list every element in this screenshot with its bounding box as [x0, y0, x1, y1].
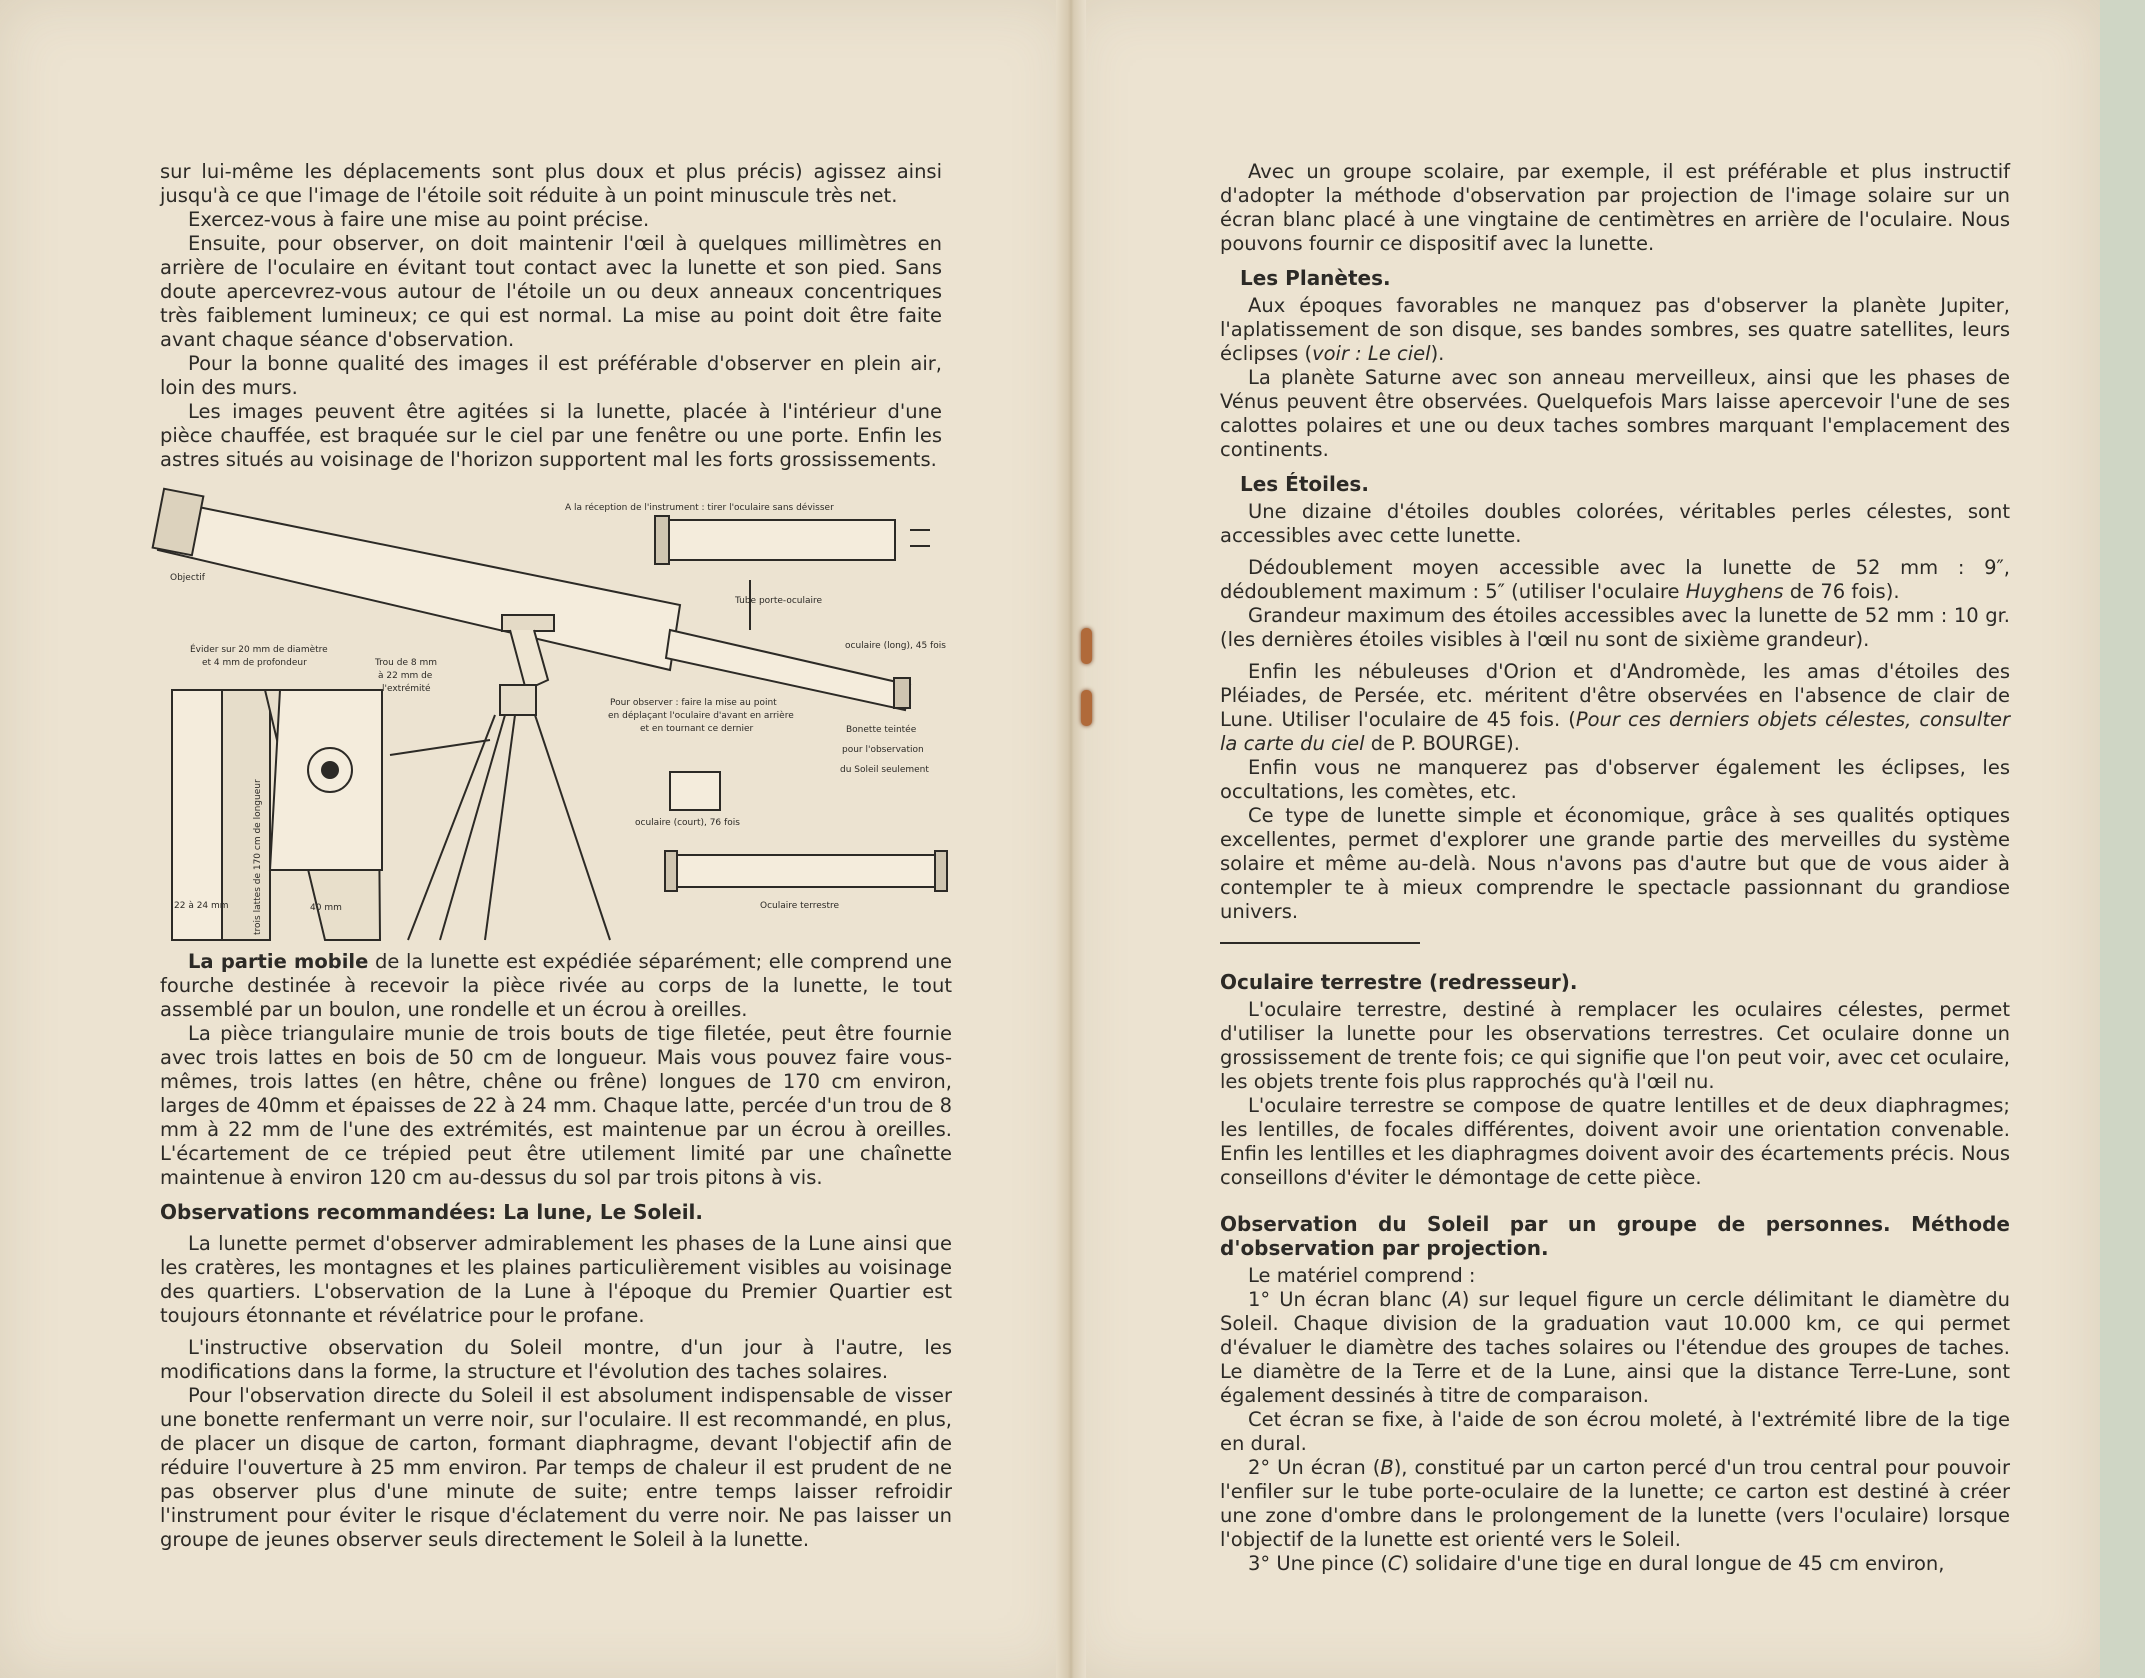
paragraph: Exercez-vous à faire une mise au point précise.: [188, 208, 650, 231]
page-edge: [2100, 0, 2145, 1678]
tripod-leg: [535, 715, 610, 940]
paragraph: Pour la bonne qualité des images il est préférable d'observer en plein air, loin des murs.: [160, 352, 942, 399]
label-trou-1: Trou de 8 mm: [375, 658, 437, 668]
label-bonette-2: pour l'observation: [842, 745, 924, 755]
paragraph: La pièce triangulaire munie de trois bouts de tige filetée, peut être fournie avec trois lattes en bois de 50 cm de longueur. Mais vous pouvez faire vous-mêmes, trois lattes (en hêtre, chêne ou frêne) longues de 170 cm environ, larges de 40mm et épaisses de 22 à 24 mm. Chaque latte, percée d'un trou de 8 mm à 22 mm de l'une des extrémités, est maintenue par un écrou à oreilles. L'écartement de ce trépied peut être utilement limité par une chaînette maintenue à environ 120 cm au-dessus du sol par trois pitons à vis.: [160, 1022, 952, 1189]
staple-bottom: [1081, 690, 1092, 726]
text-run: de 76 fois).: [1783, 580, 1900, 603]
paragraph: Ce type de lunette simple et économique, grâce à ses qualités optiques excellentes, permet d'explorer une grande partie des merveilles du système solaire et même au-delà. Nous n'avons pas d'autre but que de vous aider à contempler te à mieux comprendre le spectacle passionnant du grandiose univers.: [1220, 804, 2010, 923]
label-dim-40: 40 mm: [310, 903, 342, 913]
text-run: ), constitué par un carton percé d'un trou central pour pouvoir l'enfiler sur le tube porte-oculaire de la lunette; ce carton est destiné à créer une zone d'ombre dans le prolongement de la lunette (vers l'oculaire) lorsque l'objectif de la lunette est orienté vers le Soleil.: [1220, 1456, 2010, 1551]
lead-phrase: La partie mobile: [188, 950, 369, 973]
label-tube: Tube porte-oculaire: [735, 596, 823, 606]
label-evider-2: et 4 mm de profondeur: [202, 658, 307, 668]
text-run: 3° Une pince (: [1248, 1552, 1388, 1575]
staple-top: [1081, 628, 1092, 664]
label-oculaire-terrestre: Oculaire terrestre: [760, 901, 840, 911]
text-run: voir : Le ciel: [1312, 342, 1431, 365]
text-run: 2° Un écran (: [1248, 1456, 1381, 1479]
paragraph: Pour l'observation directe du Soleil il est absolument indispensable de visser une bonette renfermant un verre noir, sur l'oculaire. Il est recommandé, en plus, de placer un disque de carton, formant diaphragme, devant l'objectif afin de réduire l'ouverture à 25 mm environ. Par temps de chaleur il est prudent de ne pas observer plus d'une minute de suite; entre temps laisser refroidir l'instrument pour éviter le risque d'éclatement du verre noir. Ne pas laisser un groupe de jeunes observer seuls directement le Soleil à la lunette.: [160, 1384, 952, 1551]
paragraph: L'oculaire terrestre se compose de quatre lentilles et de deux diaphragmes; les lentilles, de focales différentes, doivent avoir une orientation convenable. Enfin les lentilles et les diaphragmes doivent avoir des écartements précis. Nous conseillons d'éviter le démontage de cette pièce.: [1220, 1094, 2010, 1189]
tripod-leg: [440, 715, 505, 940]
section-heading: Observations recommandées: La lune, Le Soleil.: [160, 1200, 703, 1224]
text-run: Huyghens: [1685, 580, 1784, 603]
left-top-text: [160, 160, 942, 472]
mount-bracket: [502, 615, 554, 631]
label-evider-1: Évider sur 20 mm de diamètre: [190, 645, 328, 655]
tripod-leg: [408, 715, 495, 940]
label-objectif: Objectif: [170, 573, 205, 583]
text-run: ) sur lequel figure un cercle délimitant le diamètre du Soleil. Chaque division de la graduation vaut 10.000 km, ce qui permet d'évaluer le diamètre des taches solaires ou l'étendue des groupes de taches. Le diamètre de la Terre et de la Lune, ainsi que la distance Terre-Lune, sont également dessinés à titre de comparaison.: [1220, 1288, 2011, 1407]
section-heading: Oculaire terrestre (redresseur).: [1220, 970, 1578, 994]
text-run: Aux époques favorables ne manquez pas d'observer la planète Jupiter, l'aplatissement de son disque, ses bandes sombres, ses quatre satellites, leurs éclipses (: [1220, 294, 2010, 365]
paragraph: Grandeur maximum des étoiles accessibles avec la lunette de 52 mm : 10 gr. (les dernières étoiles visibles à l'œil nu sont de sixième grandeur).: [1220, 604, 2010, 651]
paragraph: La planète Saturne avec son anneau merveilleux, ainsi que les phases de Vénus peuvent être observées. Quelquefois Mars laisse apercevoir l'une de ses calottes polaires et une ou deux taches sombres marquant l'emplacement des continents.: [1220, 366, 2010, 461]
text-run: Dédoublement moyen accessible avec la lunette de 52 mm : 9″, dédoublement maximum : 5″ (utiliser l'oculaire: [1220, 556, 2010, 603]
section-heading: Observation du Soleil par un groupe de personnes. Méthode d'observation par projection.: [1220, 1212, 2010, 1260]
text-run: 1° Un écran blanc (: [1248, 1288, 1449, 1311]
paragraph: La lunette permet d'observer admirablement les phases de la Lune ainsi que les cratères, les montagnes et les plaines particulièrement visibles au voisinage des quartiers. L'observation de la Lune à l'époque du Premier Quartier est toujours étonnante et révélatrice pour le profane.: [160, 1232, 952, 1327]
eyepiece-tube-drawing: [655, 520, 895, 560]
paragraph: Le matériel comprend :: [1248, 1264, 1476, 1287]
paragraph: Cet écran se fixe, à l'aide de son écrou moleté, à l'extrémité libre de la tige en dural.: [1220, 1408, 2010, 1455]
paragraph-rest: de la lunette est expédiée séparément; elle comprend une fourche destinée à recevoir la pièce rivée au corps de la lunette, le tout assemblé par un boulon, une rondelle et un écrou à oreilles.: [160, 950, 952, 1021]
label-dim-22-24: 22 à 24 mm: [174, 901, 229, 911]
telescope-diagram: [150, 480, 960, 950]
label-reception: A la réception de l'instrument : tirer l'oculaire sans dévisser: [565, 503, 834, 513]
tripod-head: [500, 685, 536, 715]
label-observer-3: et en tournant ce dernier: [640, 724, 754, 734]
short-eyepiece: [670, 772, 720, 810]
paragraph: Une dizaine d'étoiles doubles colorées, véritables perles célestes, sont accessibles avec cette lunette.: [1220, 500, 2010, 547]
book-spine: [1056, 0, 1086, 1678]
bonette: [894, 678, 910, 708]
terrestrial-eyepiece: [665, 855, 945, 887]
right-text: [1220, 160, 2010, 1576]
text-run: Enfin les nébuleuses d'Orion et d'Andromède, les amas d'étoiles des Pléiades, de Persée, etc. méritent d'être observées en l'absence de clair de Lune. Utiliser l'oculaire de 45 fois. (: [1220, 660, 2010, 731]
paragraph: L'instructive observation du Soleil montre, d'un jour à l'autre, les modifications dans la forme, la structure et l'évolution des taches solaires.: [160, 1336, 952, 1383]
text-run: C: [1387, 1552, 1402, 1575]
text-run: ) solidaire d'une tige en dural longue de 45 cm environ,: [1401, 1552, 1945, 1575]
text-run: A: [1448, 1288, 1462, 1311]
paragraph: Les images peuvent être agitées si la lunette, placée à l'intérieur d'une pièce chauffée, est braquée sur le ciel par une fenêtre ou une porte. Enfin les astres situés au voisinage de l'horizon supportent mal les forts grossissements.: [160, 400, 942, 471]
label-bonette-3: du Soleil seulement: [840, 765, 929, 775]
label-observer-1: Pour observer : faire la mise au point: [610, 698, 777, 708]
text-run: de P. BOURGE).: [1364, 732, 1520, 755]
label-oculaire-court: oculaire (court), 76 fois: [635, 818, 740, 828]
eyepiece-end: [655, 516, 669, 564]
label-oculaire-long: oculaire (long), 45 fois: [845, 641, 946, 651]
divider: [1220, 942, 1420, 944]
arrow: [390, 740, 490, 755]
text-run: B: [1380, 1456, 1394, 1479]
tripod-leg: [485, 715, 515, 940]
paragraph: L'oculaire terrestre, destiné à remplacer les oculaires célestes, permet d'utiliser la lunette pour les observations terrestres. Cet oculaire donne un grossissement de trente fois; ce qui signifie que l'on peut voir, avec cet oculaire, les objets trente fois plus rapprochés qu'à l'œil nu.: [1220, 998, 2010, 1093]
label-trou-3: l'extrémité: [382, 684, 431, 694]
label-observer-2: en déplaçant l'oculaire d'avant en arrière: [608, 711, 794, 721]
left-bottom-text: [160, 950, 952, 1552]
paragraph: Enfin vous ne manquerez pas d'observer également les éclipses, les occultations, les comètes, etc.: [1220, 756, 2010, 803]
text-run: Pour ces derniers objets célestes, consulter la carte du ciel: [1220, 708, 2010, 755]
paragraph: Avec un groupe scolaire, par exemple, il est préférable et plus instructif d'adopter la méthode d'observation par projection de l'image solaire sur un écran blanc placé à une vingtaine de centimètres en arrière de l'oculaire. Nous pouvons fournir ce dispositif avec la lunette.: [1220, 160, 2010, 255]
label-bonette-1: Bonette teintée: [846, 725, 917, 735]
text-run: ).: [1430, 342, 1445, 365]
paragraph: Ensuite, pour observer, on doit maintenir l'œil à quelques millimètres en arrière de l'oculaire en évitant tout contact avec la lunette et son pied. Sans doute apercevrez-vous autour de l'étoile un ou deux anneaux concentriques très faiblement lumineux; ce qui est normal. La mise au point doit être faite avant chaque séance d'observation.: [160, 232, 942, 351]
label-trou-2: à 22 mm de: [378, 671, 433, 681]
paragraph: sur lui-même les déplacements sont plus doux et plus précis) agissez ainsi jusqu'à ce que l'image de l'étoile soit réduite à un point minuscule très net.: [160, 160, 942, 207]
section-heading: Les Planètes.: [1240, 266, 1391, 290]
section-heading: Les Étoiles.: [1240, 472, 1369, 496]
label-lattes: trois lattes de 170 cm de longueur: [253, 779, 263, 935]
